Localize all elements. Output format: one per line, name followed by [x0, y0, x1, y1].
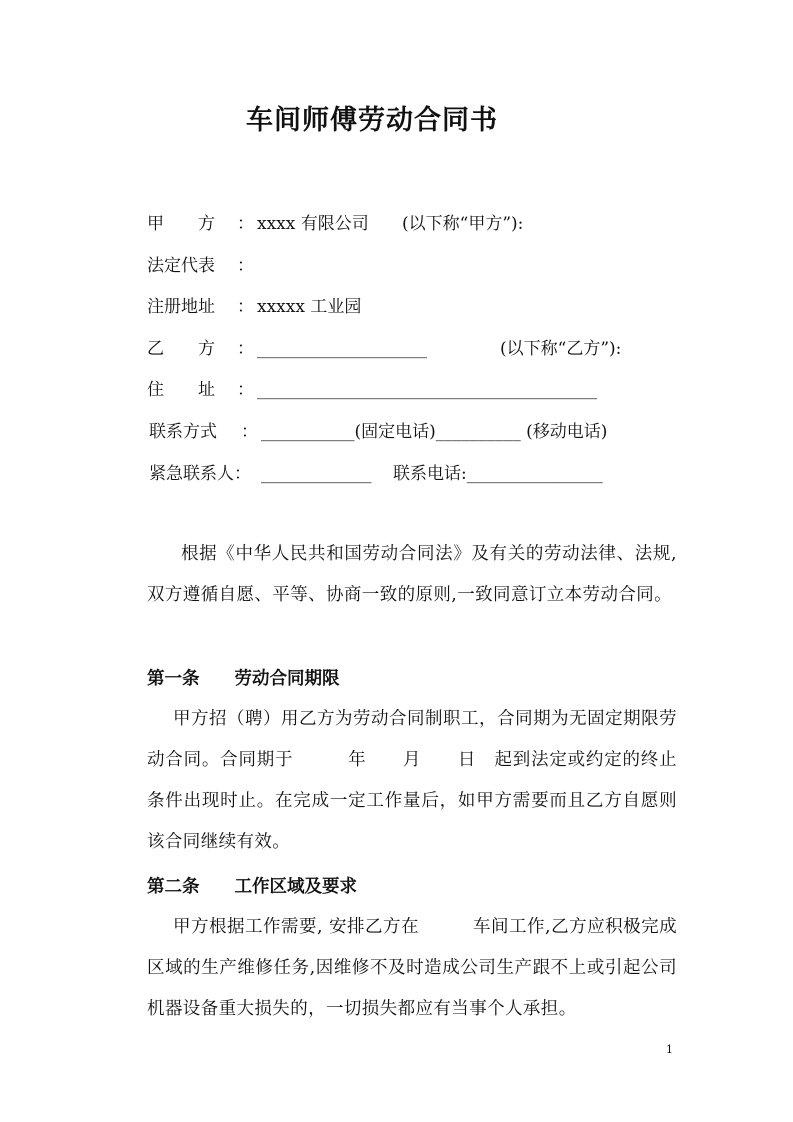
emergency-phone: 联系电话:________________ [393, 464, 603, 484]
address-label: 住 址 [147, 380, 215, 400]
intro-paragraph: 根据《中华人民共和国劳动合同法》及有关的劳动法律、法规, 双方遵循自愿、平等、协商一致的原则,一致同意订立本劳动合同。 [147, 544, 677, 605]
address-colon: ： [237, 380, 254, 400]
legal-rep-label: 法定代表 [147, 256, 215, 276]
party-b-label: 乙 方 [147, 339, 215, 359]
contact-line: ___________(固定电话)__________ (移动电话) [261, 422, 608, 442]
address-blank: ________________________________________ [257, 380, 597, 400]
reg-addr-value: xxxxx 工业园 [257, 297, 362, 317]
party-b-colon: ： [237, 339, 254, 359]
party-b-note: (以下称“乙方”): [500, 339, 622, 359]
section-2-heading: 第二条 工作区域及要求 [147, 877, 357, 897]
page-number: 1 [666, 1043, 673, 1056]
party-a-colon: ： [237, 214, 254, 234]
section-1-heading: 第一条 劳动合同期限 [147, 669, 340, 689]
party-a-value: xxxx 有限公司 [257, 214, 369, 234]
party-b-blank: ____________________ [257, 339, 427, 359]
reg-addr-colon: ： [237, 297, 254, 317]
reg-addr-label: 注册地址 [147, 297, 215, 317]
party-a-note: (以下称“甲方”): [402, 214, 524, 234]
party-a-label: 甲 方 [147, 214, 215, 234]
legal-rep-colon: ： [237, 256, 254, 276]
document-title: 车间师傅劳动合同书 [246, 105, 498, 136]
contact-colon: ： [241, 422, 258, 442]
section-2-body: 甲方根据工作需要, 安排乙方在 车间工作,乙方应积极完成区域的生产维修任务,因维修不及时造成公司生产跟不上或引起公司机器设备重大损失的，一切损失都应有当事个人承担。 [147, 917, 677, 1019]
emergency-blank: _____________ [261, 464, 372, 484]
emergency-label: 紧急联系人： [149, 464, 251, 484]
section-1-body: 甲方招（聘）用乙方为劳动合同制职工，合同期为无固定期限劳动合同。合同期于 年 月 日 起到法定或约定的终止条件出现时止。在完成一定工作量后，如甲方需要而且乙方自愿则该合同继续有效。 [147, 709, 677, 852]
contact-label: 联系方式 [149, 422, 217, 442]
